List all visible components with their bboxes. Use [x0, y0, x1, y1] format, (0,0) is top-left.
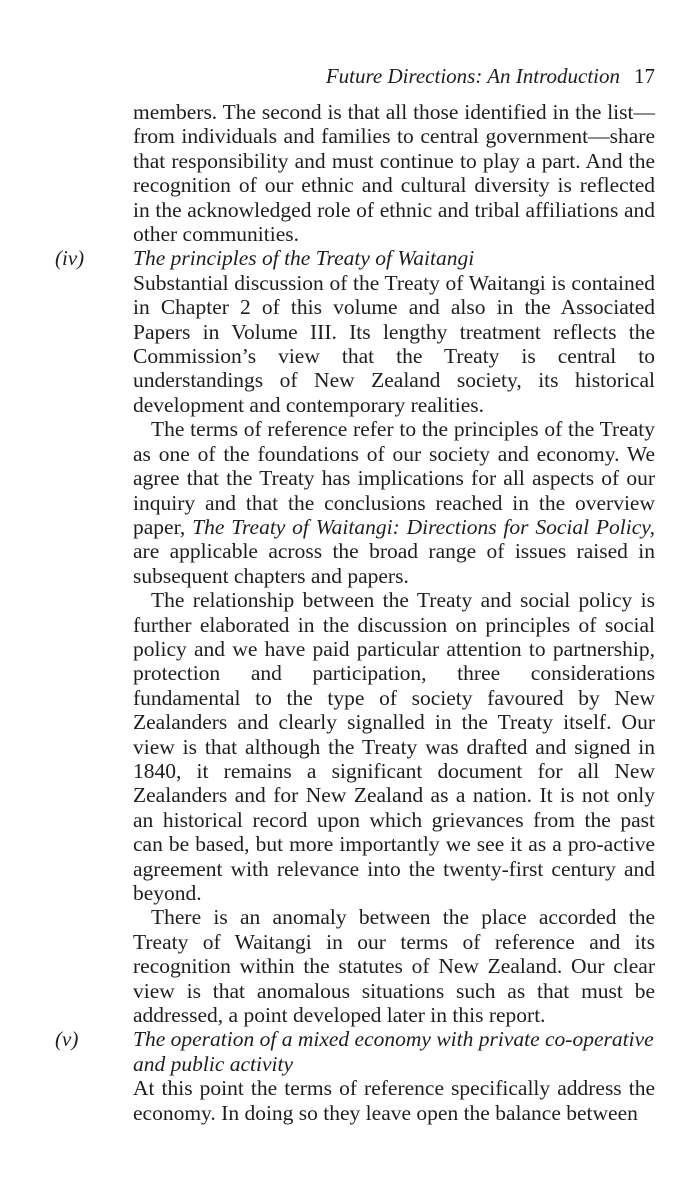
section-numeral: (iv)	[55, 246, 85, 271]
section-heading: The operation of a mixed economy with private co-operative and public activity	[133, 1027, 654, 1076]
running-header	[0, 64, 655, 88]
section-numeral: (v)	[55, 1027, 79, 1052]
paragraph-text: are applicable across the broad range of issues raised in subsequent chapters and papers.	[133, 539, 655, 588]
section-v	[55, 1027, 655, 1125]
paragraph: Substantial discussion of the Treaty of Waitangi is contained in Chapter 2 of this volume and also in the Associated Papers in Volume III. Its lengthy treatment reflects the Commission’s view that the Treaty is central to understandings of New Zealand society, its historical development and contemporary realities.	[133, 270, 655, 417]
section-heading: The principles of the Treaty of Waitangi	[133, 246, 475, 271]
section-iv	[55, 246, 656, 1028]
paragraph: The relationship between the Treaty and social policy is further elaborated in the discussion on principles of social policy and we have paid particular attention to partnership, protection and participation, three considerations fundamental to the type of society favoured by New Zealanders and clearly signalled in the Treaty itself. Our view is that although the Treaty was drafted and signed in 1840, it remains a significant document for all New Zealanders and for New Zealand as a nation. It is not only an historical record upon which grievances from the past can be based, but more importantly we see it as a pro-active agreement with relevance into the twenty-first century and beyond.	[133, 588, 655, 905]
paragraph	[133, 417, 655, 588]
paragraph: There is an anomaly between the place accorded the Treaty of Waitangi in our terms of reference and its recognition within the statutes of New Zealand. Our clear view is that anomalous situations such as that must be addressed, a point developed later in this report.	[133, 905, 655, 1028]
page-body	[55, 100, 656, 1125]
paper-title: The Treaty of Waitangi: Directions for Social Policy,	[192, 514, 656, 539]
running-title: Future Directions: An Introduction	[325, 64, 620, 88]
intro-paragraph: members. The second is that all those identified in the list—from individuals and families to central government—share that responsibility and must continue to play a part. And the recognition of our ethnic and cultural diversity is reflected in the acknowledged role of ethnic and tribal affiliations and other communities.	[133, 100, 655, 247]
paragraph-text: The terms of reference refer to the principles of the Treaty as one of the foundations of our society and economy. We agree that the Treaty has implications for all aspects of our inquiry and that the conclusions reached in the overview paper,	[133, 417, 655, 539]
page-number: 17	[634, 64, 655, 88]
paragraph: At this point the terms of reference specifically address the economy. In doing so they leave open the balance between	[133, 1076, 655, 1125]
